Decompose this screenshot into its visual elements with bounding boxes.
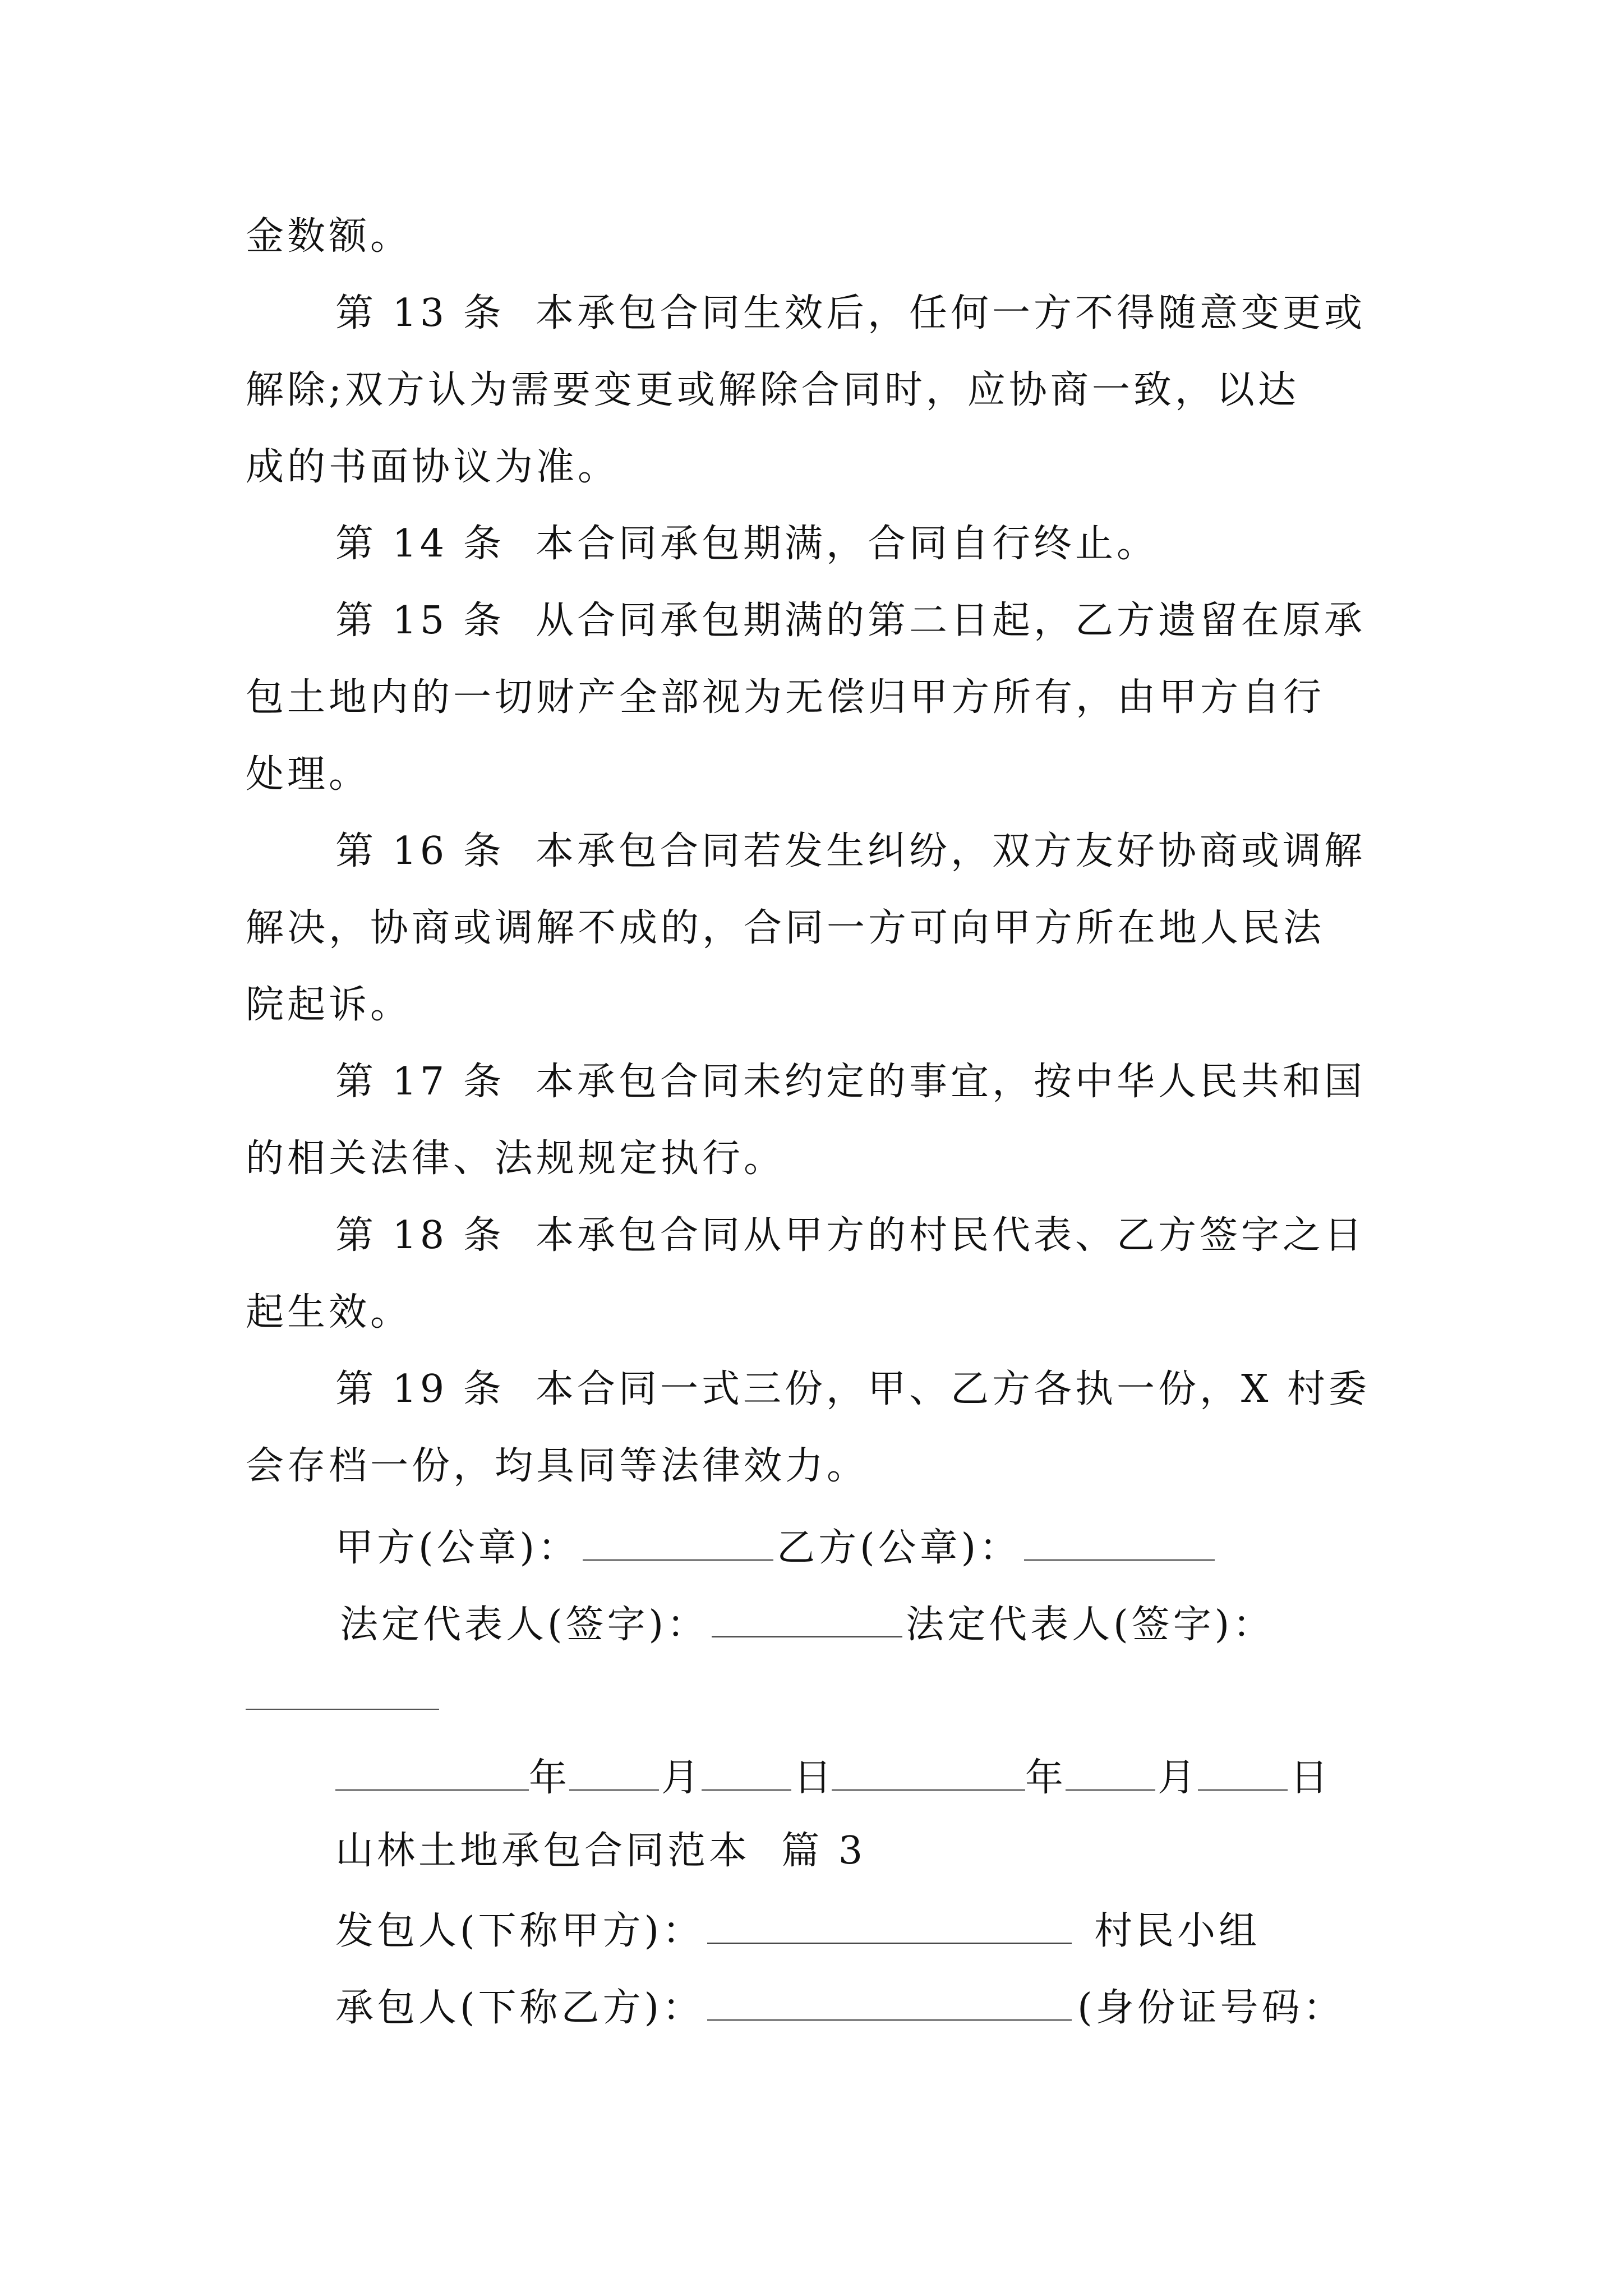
party-a-seal-field[interactable] [583,1526,773,1561]
paragraph-line: 起生效。 [246,1290,412,1335]
month-b-label: 月 [1158,1756,1196,1800]
month-a-field[interactable] [569,1756,659,1791]
day-a-field[interactable] [702,1756,791,1791]
year-a-field[interactable] [335,1756,529,1791]
year-b-label: 年 [1025,1756,1064,1800]
paragraph-line: 解决，协商或调解不成的，合同一方可向甲方所在地人民法 [246,906,1325,950]
paragraph-line: 的相关法律、法规规定执行。 [246,1137,786,1181]
article-14-line: 第 14 条 本合同承包期满，合同自行终止。 [335,522,1158,566]
paragraph-line: 解除;双方认为需要变更或解除合同时，应协商一致，以达 [246,368,1299,412]
day-a-label: 日 [794,1756,832,1800]
article-18-line: 第 18 条 本承包合同从甲方的村民代表、乙方签字之日 [335,1213,1366,1258]
seal-line [335,1526,1218,1570]
party-b-seal-field[interactable] [1024,1526,1215,1561]
year-b-field[interactable] [832,1756,1025,1791]
party-b-seal-label: 乙方(公章)： [777,1526,1021,1570]
month-a-label: 月 [661,1756,700,1800]
article-17-line: 第 17 条 本承包合同未约定的事宜，按中华人民共和国 [335,1060,1366,1104]
party-a-seal-label: 甲方(公章)： [335,1526,580,1570]
issuer-field[interactable] [707,1909,1072,1944]
issuer-line [335,1909,1261,1953]
issuer-suffix: 村民小组 [1094,1909,1261,1953]
rep-a-signature-field[interactable] [712,1603,902,1637]
article-13-line: 第 13 条 本承包合同生效后，任何一方不得随意变更或 [335,291,1366,335]
issuer-label: 发包人(下称甲方)： [335,1909,704,1953]
day-b-label: 日 [1290,1756,1329,1800]
article-16-line: 第 16 条 本承包合同若发生纠纷，双方友好协商或调解 [335,829,1366,873]
article-15-line: 第 15 条 从合同承包期满的第二日起，乙方遗留在原承 [335,599,1366,643]
representative-line [340,1603,1275,1647]
contractor-line [335,1986,1345,2030]
section-3-title: 山林土地承包合同范本 篇 3 [335,1829,866,1873]
contractor-label: 承包人(下称乙方)： [335,1986,704,2030]
rep-a-label: 法定代表人(签字)： [340,1603,709,1647]
paragraph-line: 会存档一份，均具同等法律效力。 [246,1444,869,1488]
date-line [335,1756,1329,1800]
paragraph-line: 处理。 [246,752,371,797]
month-b-field[interactable] [1066,1756,1155,1791]
article-19-line: 第 19 条 本合同一式三份，甲、乙方各执一份，X 村委 [335,1367,1371,1411]
rep-b-label: 法定代表人(签字)： [906,1603,1275,1647]
contractor-suffix: (身份证号码： [1077,1986,1345,2030]
year-a-label: 年 [529,1756,568,1800]
paragraph-line: 包土地内的一切财产全部视为无偿归甲方所有，由甲方自行 [246,675,1325,720]
rep-b-signature-field[interactable] [246,1709,439,1710]
paragraph-line: 院起诉。 [246,983,412,1027]
paragraph-line: 金数额。 [246,214,412,259]
paragraph-line: 成的书面协议为准。 [246,445,620,489]
contractor-field[interactable] [707,1986,1072,2021]
day-b-field[interactable] [1198,1756,1288,1791]
